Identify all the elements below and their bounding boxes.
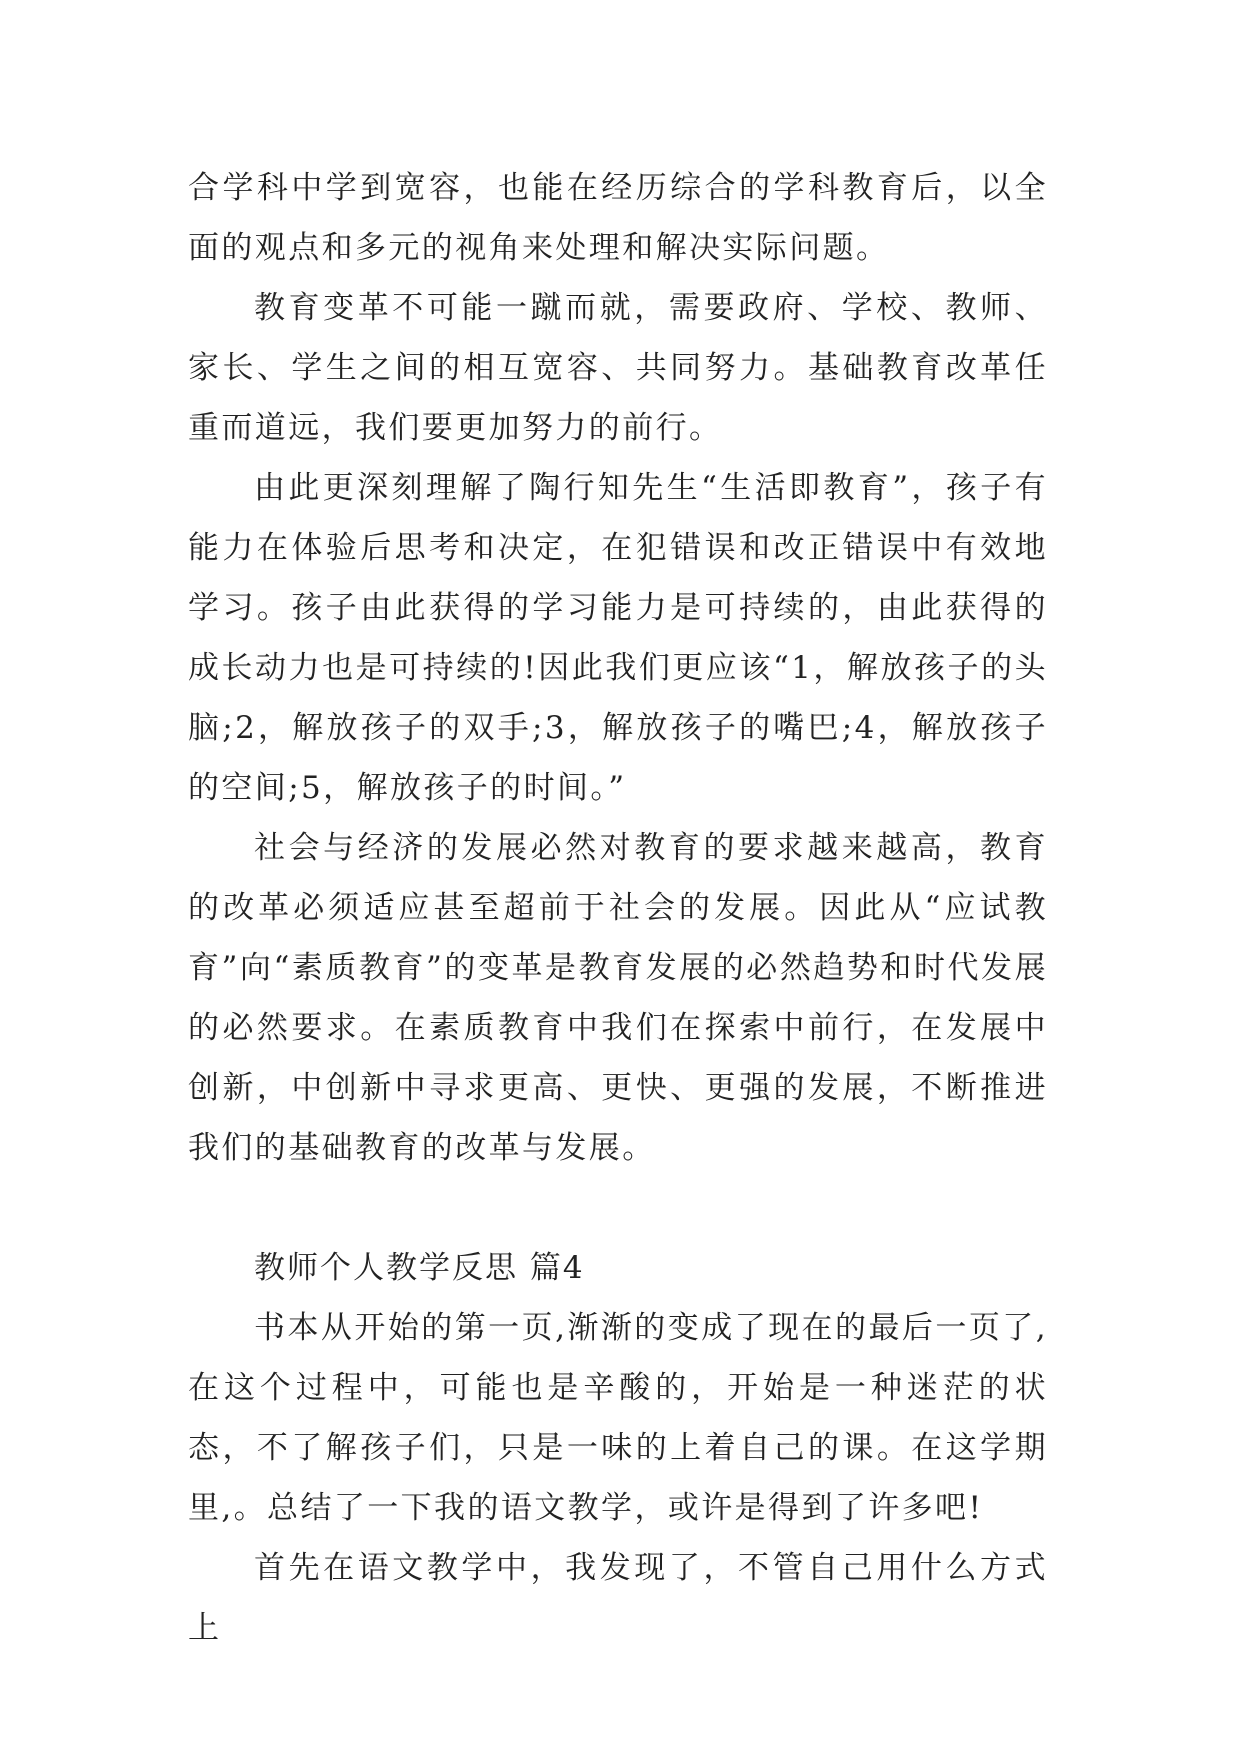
paragraph-2: 教育变革不可能一蹴而就，需要政府、学校、教师、家长、学生之间的相互宽容、共同努力。基础教育改革任重而道远，我们要更加努力的前行。 (188, 290, 1048, 446)
paragraph-3: 由此更深刻理解了陶行知先生“生活即教育”，孩子有能力在体验后思考和决定，在犯错误和改正错误中有效地学习。孩子由此获得的学习能力是可持续的，由此获得的成长动力也是可持续的!因此我们更应该“1，解放孩子的头脑;2，解放孩子的双手;3，解放孩子的嘴巴;4，解放孩子的空间;5，解放孩子的时间。” (188, 470, 1048, 806)
paragraph-6: 首先在语文教学中，我发现了，不管自己用什么方式上 (188, 1550, 1048, 1646)
document-body (188, 158, 1048, 1658)
paragraph-4: 社会与经济的发展必然对教育的要求越来越高，教育的改革必须适应甚至超前于社会的发展。因此从“应试教育”向“素质教育”的变革是教育发展的必然趋势和时代发展的必然要求。在素质教育中我们在探索中前行，在发展中创新，中创新中寻求更高、更快、更强的发展，不断推进我们的基础教育的改革与发展。 (188, 830, 1048, 1166)
paragraph-1: 合学科中学到宽容，也能在经历综合的学科教育后，以全面的观点和多元的视角来处理和解决实际问题。 (188, 170, 1048, 266)
paragraph-5: 书本从开始的第一页,渐渐的变成了现在的最后一页了,在这个过程中，可能也是辛酸的，开始是一种迷茫的状态，不了解孩子们，只是一味的上着自己的课。在这学期里,。总结了一下我的语文教学，或许是得到了许多吧! (188, 1310, 1048, 1526)
section-heading: 教师个人教学反思 篇4 (254, 1250, 585, 1286)
